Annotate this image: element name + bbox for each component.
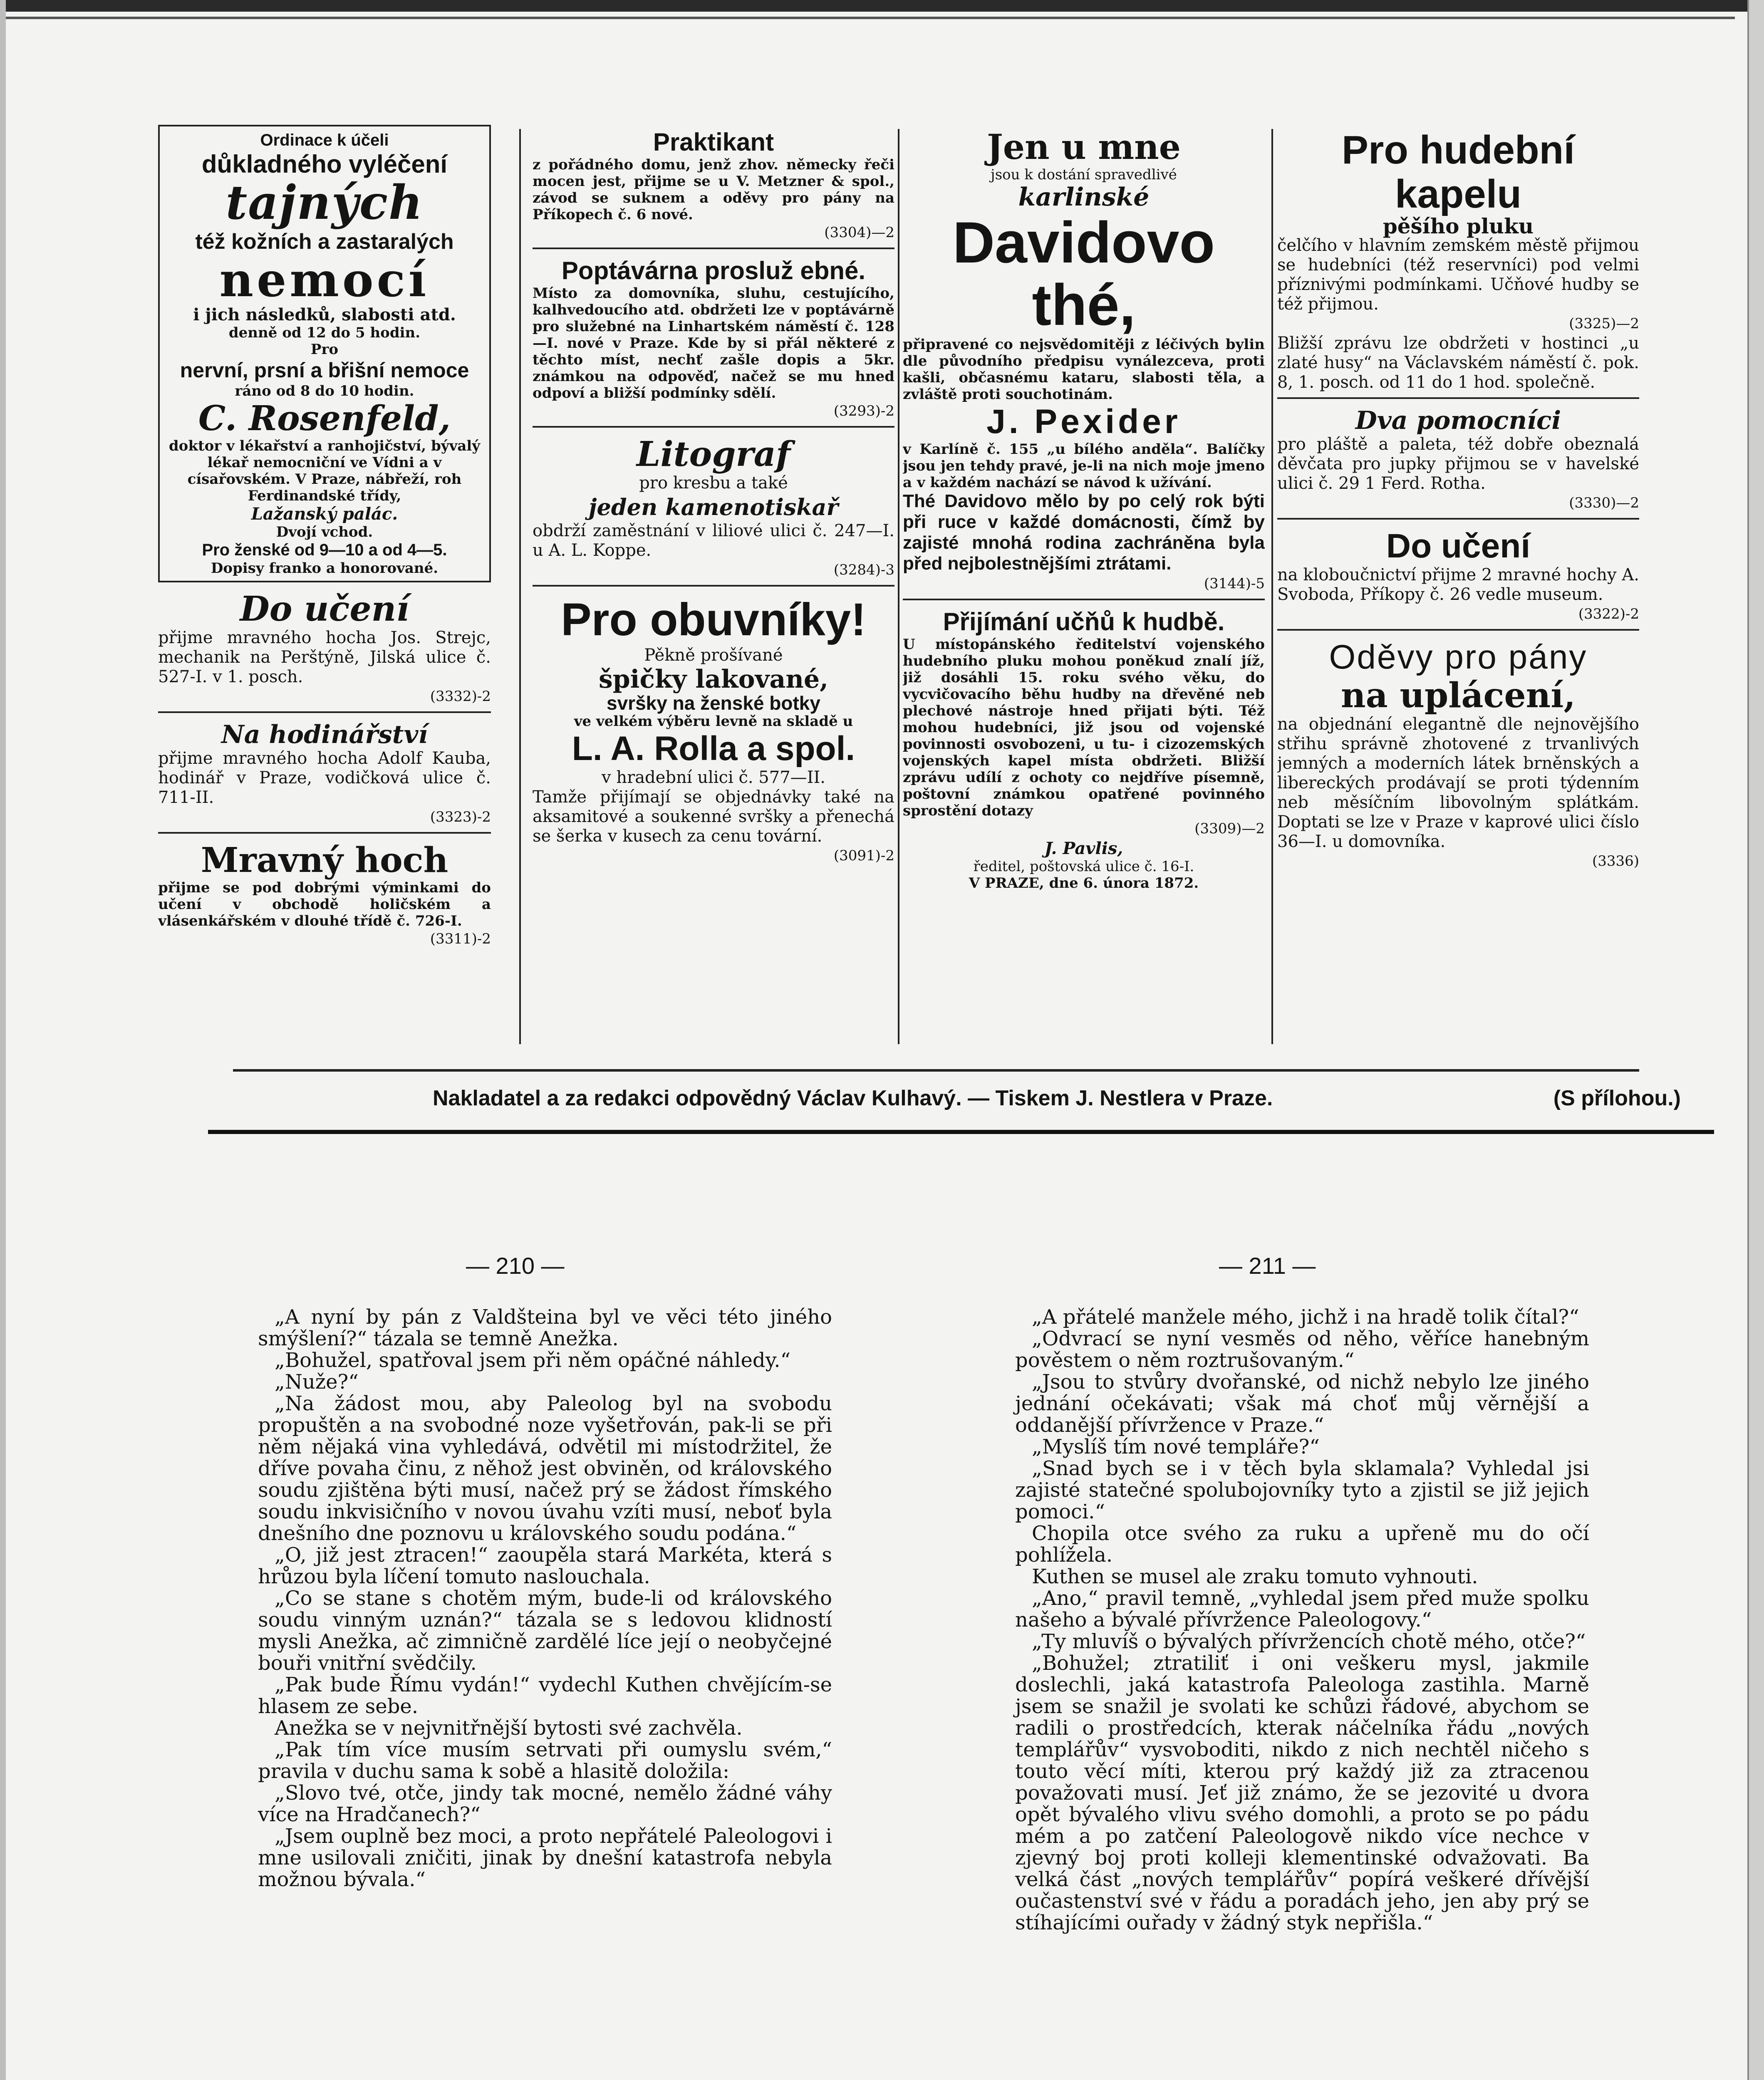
ad-title: Jen u mne bbox=[987, 127, 1181, 167]
ad-line: Ordinace k účeli bbox=[260, 131, 389, 149]
ad-title: Mravný hoch bbox=[201, 840, 448, 880]
ad-line: i jich následků, slabosti atd. bbox=[193, 305, 456, 324]
ad-headline: tajných bbox=[225, 176, 424, 230]
ad-column-1 bbox=[158, 125, 491, 1048]
supplement-note: (S přílohou.) bbox=[1553, 1086, 1681, 1110]
ad-shoemakers bbox=[533, 591, 894, 871]
ad-body: obdrží zaměstnání v liliové ulici č. 247—I. u A. L. Koppe. bbox=[533, 521, 894, 560]
story-paragraph: „Ano,“ pravil temně, „vyhledal jsem před muže spolku našeho a bývalé přívržence Paleologovy.“ bbox=[1015, 1587, 1589, 1632]
ad-code: (3144)-5 bbox=[1204, 575, 1265, 592]
column-divider bbox=[519, 129, 521, 1044]
left-scan-edge bbox=[0, 0, 6, 2080]
ad-code: (3293)-2 bbox=[833, 403, 894, 419]
ad-praktikant bbox=[533, 125, 894, 249]
right-scan-edge bbox=[1747, 0, 1764, 2080]
story-paragraph: „Pak bude Římu vydán!“ vydechl Kuthen chvějícím-se hlasem ze sebe. bbox=[258, 1673, 832, 1718]
ad-firm-name: J. Pexider bbox=[986, 403, 1181, 441]
ad-code: (3322)-2 bbox=[1578, 606, 1639, 622]
ad-apprentice-mechanic bbox=[158, 587, 491, 713]
story-paragraph: „Odvrací se nyní vesměs od něho, věříce hanebným pověstem o něm roztrušovaným.“ bbox=[1015, 1327, 1589, 1372]
ad-hatter-apprentice bbox=[1277, 524, 1639, 631]
ad-title: Na hodinářství bbox=[221, 720, 428, 749]
ad-line: Pro ženské od 9—10 a od 4—5. bbox=[202, 541, 447, 559]
imprint-text: Nakladatel a za redakci odpovědný Václav Kulhavý. — Tiskem J. Nestlera v Praze. bbox=[433, 1086, 1273, 1110]
story-paragraph: Chopila otce svého za ruku a upřeně mu do očí pohlížela. bbox=[1015, 1522, 1589, 1567]
ad-title: Pro obuvníky! bbox=[561, 594, 866, 645]
story-paragraph: Anežka se v nejvnitřnější bytosti své zachvěla. bbox=[275, 1716, 743, 1740]
ad-body: přijme mravného hocha Jos. Strejc, mechanik na Perštýně, Jilská ulice č. 527-I. v 1. posch. bbox=[158, 628, 491, 686]
ad-title: Poptávárna prosluž ebné. bbox=[561, 257, 866, 285]
ad-line: ráno od 8 do 10 hodin. bbox=[235, 383, 414, 399]
story-paragraph: „Ty mluvíš o bývalých přívržencích chotě mého, otče?“ bbox=[1032, 1630, 1586, 1653]
ad-code: (3309)—2 bbox=[1194, 820, 1265, 837]
ad-military-band bbox=[1277, 125, 1639, 399]
ad-title: na uplácení, bbox=[1341, 676, 1576, 716]
ad-body: z pořádného domu, jenž zhov. německy řeči mocen jest, přijme se u V. Metzner & spol., závod se suknem a oděvy pro pány na Příkopech č. 6 nové. bbox=[533, 156, 894, 223]
ad-music-apprentices bbox=[903, 604, 1265, 896]
ad-line: karlinské bbox=[1018, 183, 1150, 212]
ad-line: nervní, prsní a břišní nemoce bbox=[180, 359, 469, 382]
story-paragraph: „Snad bych se i v těch byla sklamala? Vyhledal jsi zajisté statečné spolubojovníky tyto a zjistil se již jejich pomoci.“ bbox=[1015, 1457, 1589, 1523]
ad-line: ve velkém výběru levně na skladě u bbox=[574, 713, 853, 730]
ad-title: Pro hudební kapelu bbox=[1342, 128, 1575, 216]
ad-line: ředitel, poštovská ulice č. 16-I. bbox=[973, 858, 1194, 875]
story-paragraph: „Pak tím více musím setrvati při oumyslu svém,“ pravila v duchu sama k sobě a hlasitě doložila: bbox=[258, 1738, 832, 1783]
ad-body: čelčího v hlavním zemském městě přijmou se hudebníci (též reservníci) pod velmi příznivými podmínkami. Učňové hudby se též přijmou. bbox=[1277, 236, 1639, 314]
ad-code: (3304)—2 bbox=[824, 224, 894, 241]
ad-title: Litograf bbox=[636, 434, 791, 474]
ad-title: Do učení bbox=[1386, 527, 1531, 565]
story-column-right bbox=[1015, 1306, 1589, 1934]
ad-line: pro kresbu a také bbox=[639, 473, 788, 493]
column-divider bbox=[1271, 129, 1273, 1044]
story-paragraph: „Co se stane s chotěm mým, bude-li od královského soudu vinným uznán?“ tázala se s ledovou klidností mysli Anežka, ač zimničně zardělé líce její o neobyčejné bouři vnitřní svědčily. bbox=[258, 1587, 832, 1675]
ad-line: též kožních a zastaralých bbox=[195, 230, 454, 254]
imprint bbox=[433, 1086, 1681, 1111]
ad-line: Pěkně prošívané bbox=[644, 646, 783, 665]
ad-body: přijme mravného hocha Adolf Kauba, hodinář v Praze, vodičková ulice č. 711-II. bbox=[158, 749, 491, 807]
ad-watchmaker bbox=[158, 717, 491, 834]
heavy-rule bbox=[208, 1130, 1714, 1134]
ad-title: jeden kamenotiskař bbox=[589, 494, 838, 520]
ad-column-2 bbox=[533, 125, 894, 1048]
ad-line: špičky lakované, bbox=[598, 665, 829, 694]
advertisement-section bbox=[158, 125, 1639, 1048]
ad-code: (3332)-2 bbox=[430, 688, 491, 705]
ad-body: přijme se pod dobrými výminkami do učení v obchodě holičském a vlásenkářském v dlouhé třídě č. 726-I. bbox=[158, 879, 491, 929]
ad-title: Oděvy pro pány bbox=[1329, 638, 1588, 676]
story-paragraph: „A přátelé manžele mého, jichž i na hradě tolik čítal?“ bbox=[1032, 1305, 1579, 1329]
ad-body: na kloboučnictví přijme 2 mravné hochy A. Svoboda, Příkopy č. 26 vedle museum. bbox=[1277, 565, 1639, 604]
ad-title: Dva pomocníci bbox=[1355, 406, 1561, 435]
story-paragraph: „Myslíš tím nové templáře?“ bbox=[1032, 1435, 1320, 1458]
ad-body: Thé Davidovo mělo by po celý rok býti při ruce v každé domácnosti, čímž by zajisté mnohá rodina zachráněna byla před nejbolestnějšími ztrátami. bbox=[903, 491, 1265, 574]
ad-date: V PRAZE, dne 6. února 1872. bbox=[969, 875, 1199, 891]
story-paragraph: „O, již jest ztracen!“ zaoupěla stará Markéta, která s hrůzou byla líčení tomuto naslouchala. bbox=[258, 1543, 832, 1588]
ad-line: Lažanský palác. bbox=[251, 504, 398, 524]
ad-code: (3311)-2 bbox=[430, 931, 491, 947]
ad-code: (3323)-2 bbox=[430, 809, 491, 825]
ad-barber-apprentice bbox=[158, 838, 491, 954]
story-column-left bbox=[258, 1306, 832, 1890]
ad-column-4 bbox=[1277, 125, 1639, 1048]
ad-code: (3284)-3 bbox=[833, 562, 894, 578]
ad-body: Tamže přijímají se objednávky také na aksamitové a soukenné svršky a přenechá se šerka v kusech za cenu tovární. bbox=[533, 787, 894, 846]
top-scan-edge bbox=[0, 0, 1764, 12]
ad-line: Dvojí vchod. bbox=[276, 524, 373, 540]
story-paragraph: „Jsou to stvůry dvořanské, od nichž nebylo lze jiného jednání očekávati; však má choť můj věrnější a oddanější přívržence v Praze.“ bbox=[1015, 1370, 1589, 1437]
ad-line: jsou k dostání spravedlivé bbox=[991, 166, 1177, 183]
story-paragraph: „Bohužel; ztratiliť i oni veškeru mysl, jakmile doslechli, jaká katastrofa Paleologa zastihla. Marně jsem se snažil je svolati ke schůzi řádové, abychom se radili o prostředcích, kterak náčelníka řádu „nových templářův“ vysvoboditi, nikdo z nich nechtěl ničeho s touto věcí míti, kterou prý každý již za ztracenou považovati musí. Jeť již známo, že se jezovité u dvora opět bývalého vlivu svého domohli, a proto se po pádu mém a po zatčení Paleologově nikdo více nechce v zjevný boj proti kolleji klementinské odvažovati. Ba velká část „nových templářův“ popírá veškeré dřívější oučastenství své v řádu a poradách jeho, jen aby prý se stíhajícími ouřady v žádný styk nepřišla.“ bbox=[1015, 1652, 1589, 1934]
ad-firm-name: L. A. Rolla a spol. bbox=[572, 730, 855, 768]
ad-code: (3325)—2 bbox=[1569, 315, 1639, 332]
story-paragraph: „A nyní by pán z Valdšteina byl ve věci této jiného smýšlení?“ tázala se temně Anežka. bbox=[258, 1305, 832, 1350]
ad-product-name: Davidovo thé, bbox=[952, 210, 1215, 337]
ad-rosenfeld bbox=[158, 125, 491, 582]
ad-column-3 bbox=[903, 125, 1265, 1048]
ad-body: pro pláště a paleta, též dobře obeznalá děvčata pro jupky přijmou se v havelské ulici č. 29 1 Ferd. Rotha. bbox=[1277, 435, 1639, 493]
column-divider bbox=[898, 129, 899, 1044]
page-number-left: — 210 — bbox=[466, 1253, 565, 1279]
ad-doctor-name: C. Rosenfeld, bbox=[198, 399, 451, 438]
ad-line: Dopisy franko a honorované. bbox=[211, 560, 439, 577]
ad-title: Do učení bbox=[240, 589, 409, 629]
ad-mens-clothing bbox=[1277, 635, 1639, 876]
ad-body: připravené co nejsvědomitěji z léčivých bylin dle původního předpisu vynálezceva, proti kašli, občasnému kataru, slabosti těla, a zvláště proti souchotinám. bbox=[903, 336, 1265, 403]
story-paragraph: „Nuže?“ bbox=[275, 1370, 359, 1394]
ad-code: (3330)—2 bbox=[1569, 495, 1639, 511]
ad-body: Místo za domovníka, sluhu, cestujícího, kalhvedoucího atd. obdržeti lze v poptávárně pro služebné na Linhartském náměstí č. 128—I. nové v Praze. Kde by si přál některé z těchto míst, nechť zašle dopis a 5kr. známkou na odpověď, načež se mu hned odpoví a bližší podmínky sdělí. bbox=[533, 285, 894, 401]
ad-body: Bližší zprávu lze obdržeti v hostinci „u zlaté husy“ na Václavském náměstí č. pok. 8, 1. posch. od 11 do 1 hod. společně. bbox=[1277, 334, 1639, 392]
ad-davidovo-the bbox=[903, 125, 1265, 600]
ad-two-assistants bbox=[1277, 403, 1639, 520]
footer-rule bbox=[233, 1069, 1639, 1072]
ad-lithographer bbox=[533, 432, 894, 587]
ad-line: denně od 12 do 5 hodin. bbox=[228, 324, 421, 341]
ad-body: na objednání elegantně dle nejnovějšího střihu správně zhotovené z trvanlivých jemných a moderních látek brněnských a libereckých prodávají se proti týdenním neb měsíčním libovolným splátkám. Doptati se lze v Praze v kaprové ulici číslo 36—I. u domovníka. bbox=[1277, 715, 1639, 851]
ad-signature: J. Pavlis, bbox=[1044, 839, 1123, 858]
ad-line: pěšího pluku bbox=[1382, 214, 1534, 238]
ad-headline: nemocí bbox=[219, 253, 430, 307]
story-paragraph: „Na žádost mou, aby Paleolog byl na svobodu propuštěn a na svobodné noze vyšetřován, pak-li se při něm nějaká vina vyhledává, odvětil mi místodržitel, že dříve povaha činu, z něhož jest obviněn, od královského soudu zjištěna býti musí, načež prý se žádost římského soudu inkvisičního v novou úvahu vzíti musí, neboť byla dnešního dne poznovu u královského soudu podána.“ bbox=[258, 1392, 832, 1545]
story-paragraph: „Slovo tvé, otče, jindy tak mocné, nemělo žádné váhy více na Hradčanech?“ bbox=[258, 1781, 832, 1826]
top-rule bbox=[4, 17, 1735, 19]
ad-line: Pro bbox=[310, 341, 339, 358]
ad-code: (3091)-2 bbox=[833, 847, 894, 864]
ad-body: doktor v lékařství a ranhojičství, bývalý lékař nemocniční ve Vídni a v císařovském. V Praze, nábřeží, roh Ferdinandské třídy, bbox=[168, 438, 481, 504]
ad-employment-office bbox=[533, 253, 894, 428]
ad-code: (3336) bbox=[1592, 853, 1639, 869]
ad-headline: důkladného vyléčení bbox=[201, 150, 448, 178]
story-paragraph: „Jsem ouplně bez moci, a proto nepřátelé Paleologovi i mne usilovali zničiti, jinak by dnešní katastrofa nebyla možnou bývala.“ bbox=[258, 1825, 832, 1891]
ad-title: Praktikant bbox=[653, 128, 774, 156]
ad-body: v Karlíně č. 155 „u bílého anděla“. Balíčky jsou jen tehdy pravé, je-li na nich moje jmeno a v každém nachází se návod k užívání. bbox=[903, 441, 1265, 491]
ad-title: Přijímání učňů k hudbě. bbox=[943, 608, 1225, 636]
ad-body: U místopánského ředitelství vojenského hudebního pluku mohou poněkud znalí jíž, již dosáhli 15. roku svého věku, do vycvičovacího běhu hudby na dřevěné neb plechové nástroje hned přijati býti. Též mohou hudebníci, již jsou od vojenské povinnosti osvobozeni, u tu- i cizozemských vojenských kapel místa obdržeti. Bližší zprávu udílí z ochoty co nejdříve písemně, poštovní známkou opatřené povinného sprostění dotazy bbox=[903, 636, 1265, 819]
story-paragraph: Kuthen se musel ale zraku tomuto vyhnouti. bbox=[1032, 1565, 1478, 1588]
ad-line: svršky na ženské botky bbox=[607, 692, 820, 714]
ad-address: v hradební ulici č. 577—II. bbox=[602, 768, 825, 787]
story-paragraph: „Bohužel, spatřoval jsem při něm opáčné náhledy.“ bbox=[275, 1349, 791, 1372]
page-number-right: — 211 — bbox=[1219, 1253, 1316, 1279]
